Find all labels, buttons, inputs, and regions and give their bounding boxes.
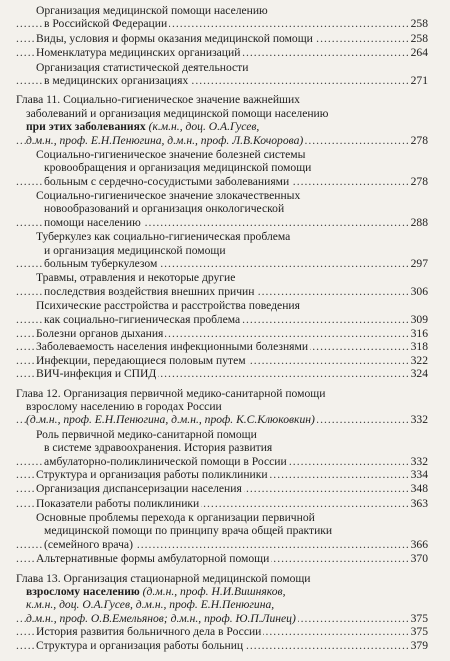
toc-entry: ..... Структура и организация работы больниц 379	[16, 639, 428, 652]
page-number: 258	[410, 31, 428, 45]
page-number: 318	[410, 340, 428, 354]
toc-entry: ..... Организация диспансеризации населения 348	[16, 482, 428, 495]
chapter-12-heading: Глава 12. Организация первичной медико-санитарной помощи взрослому населению в городах России ..... (д.м.н., проф. Е.Н.Пенюгина, д.м.н., проф. К.С.Клюковкин) 332	[16, 387, 428, 427]
page-number: 264	[410, 46, 428, 60]
entry-text: в Российской Федерации	[44, 17, 168, 31]
toc-entry: ..... Инфекции, передающиеся половым путем 322	[16, 354, 428, 367]
toc-entry	[16, 32, 428, 45]
table-of-contents	[16, 4, 428, 652]
toc-entry: Социально-гигиеническое значение злокачественных новообразований и организация онкологической ..... помощи населению 288	[16, 189, 428, 229]
entry-text: Организация статистической деятельности	[36, 60, 249, 74]
page-number: 332	[410, 454, 428, 468]
page-number: 375	[410, 625, 428, 639]
toc-entry: Основные проблемы перехода к организации первичной медицинской помощи по принципу врача общей практики ..... (семейного врача) 366	[16, 511, 428, 551]
page-number: 309	[410, 312, 428, 326]
toc-entry	[16, 46, 428, 59]
page-number: 332	[410, 413, 428, 427]
toc-entry: ..... Показатели работы поликлиники 363	[16, 497, 428, 510]
toc-entry: ..... Заболеваемость населения инфекционными болезнями 318	[16, 340, 428, 353]
page-number: 258	[410, 17, 428, 31]
chapter-13-heading: Глава 13. Организация стационарной медицинской помощи взрослому населению (д.м.н., проф. Н.И.Вишняков, к.м.н., доц. О.А.Гусев, д.м.н., проф. Е.Н.Пенюгина, ..... д.м.н., проф. О.В.Емельянов; д.м.н., проф. Ю.П.Линец) 375	[16, 572, 428, 626]
page-number: 375	[410, 611, 428, 625]
toc-entry: ..... Болезни органов дыхания 316	[16, 327, 428, 340]
entry-text: в медицинских организациях	[44, 73, 189, 87]
page-number: 316	[410, 326, 428, 340]
toc-entry: Туберкулез как социально-гигиеническая проблема и организация медицинской помощи ..... больным туберкулезом 297	[16, 230, 428, 270]
entry-text: Виды, условия и формы оказания медицинской помощи	[36, 31, 313, 45]
page-number: 271	[410, 73, 428, 87]
page-number: 288	[410, 215, 428, 229]
toc-entry: Социально-гигиеническое значение болезней системы кровообращения и организация медицинской помощи ..... больным с сердечно-сосудистыми заболеваниями 278	[16, 148, 428, 188]
page-number: 334	[410, 467, 428, 481]
entry-text: Организация медицинской помощи населению	[36, 4, 268, 17]
toc-entry: ..... Альтернативные формы амбулаторной помощи 370	[16, 552, 428, 565]
page-number: 306	[410, 284, 428, 298]
page-number: 366	[410, 537, 428, 551]
toc-entry	[16, 4, 428, 31]
page-number: 278	[410, 174, 428, 188]
toc-entry	[16, 61, 428, 88]
toc-entry: Роль первичной медико-санитарной помощи в системе здравоохранения. История развития ..... амбулаторно-поликлинической помощи в России 332	[16, 428, 428, 468]
page-number: 379	[410, 638, 428, 652]
page-number: 322	[410, 353, 428, 367]
page-number: 297	[410, 257, 428, 271]
page-number: 363	[410, 496, 428, 510]
toc-entry: ..... Структура и организация работы поликлиники 334	[16, 468, 428, 481]
toc-entry: Травмы, отравления и некоторые другие ..... последствия воздействия внешних причин 306	[16, 271, 428, 298]
toc-entry: ..... ВИЧ-инфекция и СПИД 324	[16, 367, 428, 380]
toc-entry: ..... История развития больничного дела в России 375	[16, 625, 428, 638]
chapter-11-heading: Глава 11. Социально-гигиеническое значение важнейших заболеваний и организация медицинской помощи населению при этих заболеваниях (к.м.н., доц. О.А.Гусев, ..... д.м.н., проф. Е.Н.Пенюгина, д.м.н., проф. Л.В.Кочорова) 278	[16, 93, 428, 147]
page-number: 324	[410, 367, 428, 381]
page-number: 370	[410, 552, 428, 566]
page-number: 278	[410, 133, 428, 147]
toc-entry: Психические расстройства и расстройства поведения ..... как социально-гигиеническая проблема 309	[16, 299, 428, 326]
page-number: 348	[410, 482, 428, 496]
entry-text: Номенклатура медицинских организаций	[36, 46, 241, 60]
